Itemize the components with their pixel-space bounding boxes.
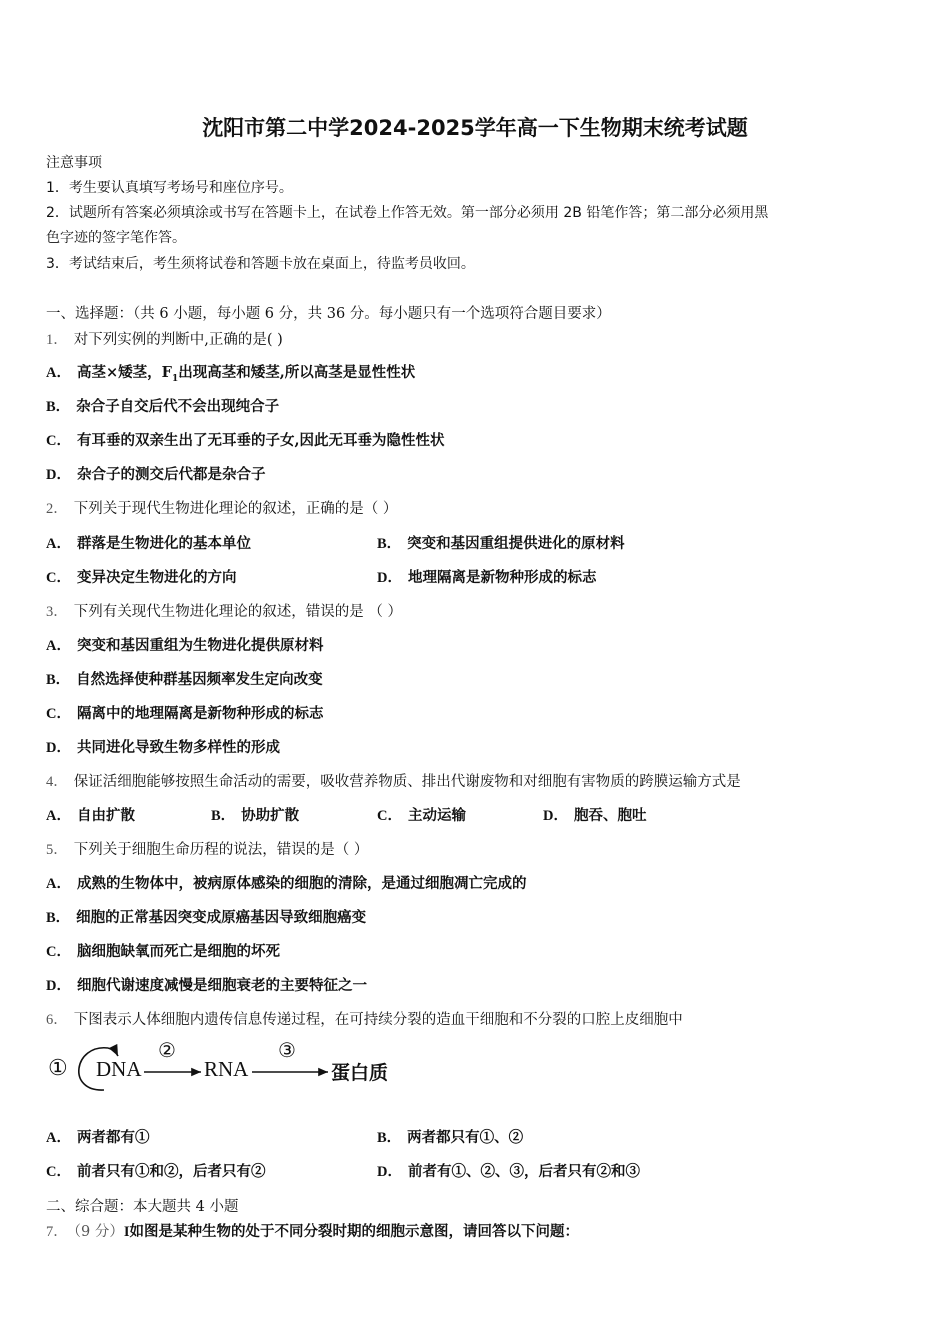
q5-option-c xyxy=(46,940,280,961)
option-label: C． xyxy=(46,570,71,586)
option-label: A． xyxy=(46,536,71,552)
option-label: C． xyxy=(46,944,71,960)
option-label: A． xyxy=(46,1130,71,1146)
option-label: B． xyxy=(377,536,402,552)
option-text: 群落是生物进化的基本单位 xyxy=(76,535,251,552)
option-text: 高茎×矮茎，F xyxy=(76,364,172,381)
option-text: 共同进化导致生物多样性的形成 xyxy=(76,739,280,756)
notice-heading: 注意事项 xyxy=(46,155,102,171)
question-4 xyxy=(46,770,741,791)
option-label: B． xyxy=(46,910,71,926)
option-label: B． xyxy=(46,399,71,415)
section1-heading: 一、选择题：（共 6 小题，每小题 6 分，共 36 分。每小题只有一个选项符合题目要求） xyxy=(46,306,611,322)
option-text: 突变和基因重组为生物进化提供原材料 xyxy=(76,637,324,654)
option-label: D． xyxy=(377,1164,402,1180)
question-1 xyxy=(46,328,283,349)
option-label: C． xyxy=(377,808,402,824)
q2-option-d xyxy=(377,566,596,587)
option-label: D． xyxy=(377,570,402,586)
part-roman: I xyxy=(123,1224,130,1240)
rna-label: RNA xyxy=(204,1057,249,1081)
option-text: 突变和基因重组提供进化的原材料 xyxy=(407,535,625,552)
question-stem: 如图是某种生物的处于不同分裂时期的细胞示意图，请回答以下问题： xyxy=(129,1223,579,1240)
q6-option-c xyxy=(46,1160,265,1181)
option-text: 两者都有① xyxy=(76,1129,150,1146)
notice-item-2: 2．试题所有答案必须填涂或书写在答题卡上，在试卷上作答无效。第一部分必须用 2B 铅笔作答；第二部分必须用黑 xyxy=(46,205,769,221)
question-stem: 下图表示人体细胞内遗传信息传递过程，在可持续分裂的造血干细胞和不分裂的口腔上皮细胞中 xyxy=(73,1012,683,1028)
q1-option-d xyxy=(46,463,265,484)
option-label: A． xyxy=(46,808,71,824)
notice-item-3: 3．考试结束后，考生须将试卷和答题卡放在桌面上，待监考员收回。 xyxy=(46,256,475,272)
question-3 xyxy=(46,600,402,621)
protein-label: 蛋白质 xyxy=(331,1062,389,1084)
option-text: 自然选择使种群基因频率发生定向改变 xyxy=(76,671,323,688)
section2-heading: 二、综合题：本大题共 4 小题 xyxy=(46,1199,239,1215)
q5-option-d xyxy=(46,974,367,995)
q5-option-a xyxy=(46,872,526,893)
step-2-label: ② xyxy=(158,1038,176,1062)
q1-option-b xyxy=(46,395,279,416)
notice-item-2-cont: 色字迹的签字笔作答。 xyxy=(46,230,186,246)
option-label: A． xyxy=(46,876,71,892)
q2-option-a xyxy=(46,532,251,553)
subscript: 1 xyxy=(171,373,179,384)
option-label: A． xyxy=(46,638,71,654)
option-text: 隔离中的地理隔离是新物种形成的标志 xyxy=(76,705,324,722)
option-text: 杂合子的测交后代都是杂合子 xyxy=(76,466,266,483)
dna-label: DNA xyxy=(96,1057,142,1081)
q4-option-c xyxy=(377,804,466,825)
question-number: 6． xyxy=(46,1012,68,1028)
q3-option-c xyxy=(46,702,323,723)
option-text: 两者都只有①、② xyxy=(407,1129,524,1146)
notice-item-1: 1．考生要认真填写考场号和座位序号。 xyxy=(46,180,293,196)
exam-title: 沈阳市第二中学2024-2025学年高一下生物期末统考试题 xyxy=(202,116,748,140)
option-text: 变异决定生物进化的方向 xyxy=(76,569,237,586)
option-text: 主动运输 xyxy=(407,807,466,824)
question-stem: 下列关于现代生物进化理论的叙述，正确的是（ ） xyxy=(73,501,398,517)
q4-option-b xyxy=(211,804,299,825)
option-text: 前者只有①和②，后者只有② xyxy=(76,1163,266,1180)
question-number: 5． xyxy=(46,842,68,858)
q3-option-b xyxy=(46,668,323,689)
option-text-cont: 出现高茎和矮茎,所以高茎是显性性状 xyxy=(178,364,416,381)
option-label: D． xyxy=(543,808,568,824)
option-text: 杂合子自交后代不会出现纯合子 xyxy=(76,398,280,415)
step-3-label: ③ xyxy=(278,1038,296,1062)
q2-option-b xyxy=(377,532,625,553)
question-5 xyxy=(46,838,368,859)
question-number: 4． xyxy=(46,774,68,790)
option-text: 脑细胞缺氧而死亡是细胞的坏死 xyxy=(76,943,280,960)
q4-option-a xyxy=(46,804,135,825)
q1-option-a xyxy=(46,361,415,384)
option-label: B． xyxy=(377,1130,402,1146)
q6-option-a xyxy=(46,1126,149,1147)
option-text: 成熟的生物体中，被病原体感染的细胞的清除，是通过细胞凋亡完成的 xyxy=(76,875,527,892)
option-label: A． xyxy=(46,365,71,381)
question-7 xyxy=(46,1220,579,1241)
option-text: 自由扩散 xyxy=(76,807,135,824)
question-stem: 保证活细胞能够按照生命活动的需要，吸收营养物质、排出代谢废物和对细胞有害物质的跨膜运输方式是 xyxy=(73,774,741,790)
q5-option-b xyxy=(46,906,366,927)
option-label: B． xyxy=(46,672,71,688)
option-label: D． xyxy=(46,467,71,483)
option-text: 有耳垂的双亲生出了无耳垂的子女,因此无耳垂为隐性性状 xyxy=(76,432,445,449)
option-label: C． xyxy=(46,1164,71,1180)
option-label: C． xyxy=(46,433,71,449)
option-text: 地理隔离是新物种形成的标志 xyxy=(407,569,597,586)
option-text: 胞吞、胞吐 xyxy=(573,807,647,824)
option-label: C． xyxy=(46,706,71,722)
q1-option-c xyxy=(46,429,445,450)
question-stem: 下列关于细胞生命历程的说法，错误的是（ ） xyxy=(73,842,369,858)
question-stem: 下列有关现代生物进化理论的叙述，错误的是 （ ） xyxy=(73,604,402,620)
question-6 xyxy=(46,1008,683,1029)
step-1-label: ① xyxy=(48,1056,68,1081)
option-label: B． xyxy=(211,808,236,824)
question-number: 7． xyxy=(46,1224,68,1240)
question-number: 3． xyxy=(46,604,68,620)
q6-option-b xyxy=(377,1126,523,1147)
q6-option-d xyxy=(377,1160,640,1181)
option-text: 协助扩散 xyxy=(241,807,300,824)
option-text: 细胞的正常基因突变成原癌基因导致细胞癌变 xyxy=(76,909,367,926)
q4-option-d xyxy=(543,804,646,825)
question-stem: 对下列实例的判断中,正确的是( ) xyxy=(73,332,283,348)
question-number: 1． xyxy=(46,332,68,348)
question-2 xyxy=(46,497,397,518)
option-text: 前者有①、②、③，后者只有②和③ xyxy=(407,1163,640,1180)
option-label: D． xyxy=(46,740,71,756)
option-text: 细胞代谢速度减慢是细胞衰老的主要特征之一 xyxy=(76,977,367,994)
question-number: 2． xyxy=(46,501,68,517)
q2-option-c xyxy=(46,566,236,587)
q3-option-d xyxy=(46,736,280,757)
q3-option-a xyxy=(46,634,323,655)
central-dogma-diagram xyxy=(46,1040,406,1100)
question-score: （9 分） xyxy=(73,1224,124,1240)
option-label: D． xyxy=(46,978,71,994)
